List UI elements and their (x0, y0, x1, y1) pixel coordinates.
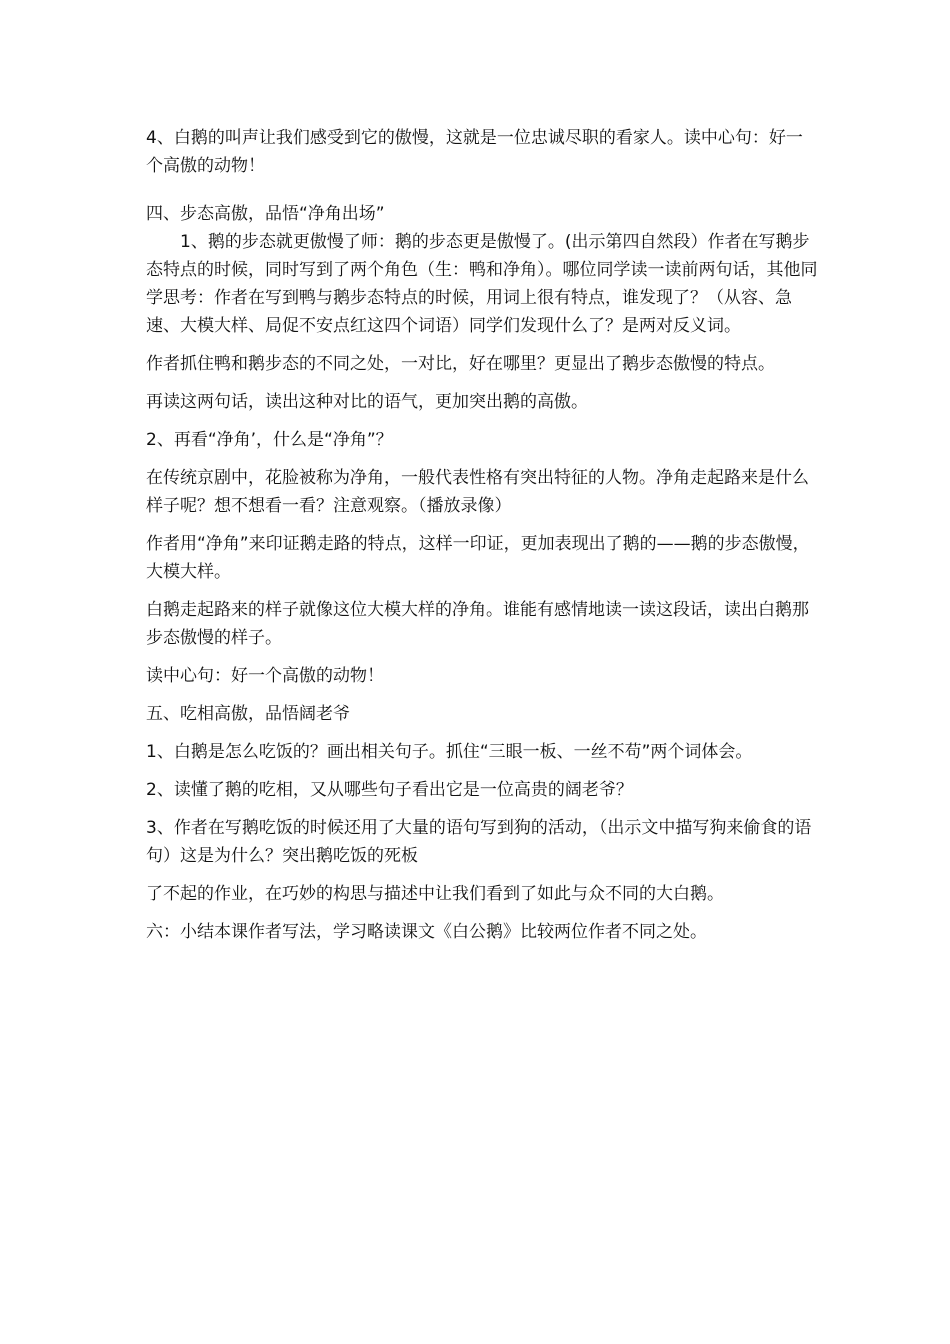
paragraph-jingjiao-question: 2、再看“净角’，什么是“净角”？ (146, 430, 393, 450)
paragraph-author-jingjiao: 作者用“净角”来印证鹅走路的特点，这样一印证，更加表现出了鹅的——鹅的步态傲慢，大模大样。 (146, 534, 810, 582)
section-heading-eating: 五、吃相高傲，品悟阔老爷 (146, 704, 350, 724)
paragraph-reread: 再读这两句话，读出这种对比的语气，更加突出鹅的高傲。 (146, 392, 588, 412)
paragraph-remarkable: 了不起的作业，在巧妙的构思与描述中让我们看到了如此与众不同的大白鹅。 (146, 884, 724, 904)
paragraph-goose-call: 4、白鹅的叫声让我们感受到它的傲慢，这就是一位忠诚尽职的看家人。读中心句：好一个高傲的动物！ (146, 128, 803, 176)
paragraph-eating-3: 3、作者在写鹅吃饭的时候还用了大量的语句写到狗的活动，（出示文中描写狗来偷食的语句）这是为什么？突出鹅吃饭的死板 (146, 818, 812, 866)
paragraph-eating-2: 2、读懂了鹅的吃相，又从哪些句子看出它是一位高贵的阔老爷？ (146, 780, 633, 800)
section-heading-gait: 四、步态高傲，品悟“净角出场” (146, 204, 385, 224)
paragraph-peking-opera: 在传统京剧中，花脸被称为净角，一般代表性格有突出特征的人物。净角走起路来是什么样子呢？想不想看一看？注意观察。（播放录像） (146, 468, 809, 516)
paragraph-contrast: 作者抓住鸭和鹅步态的不同之处，一对比，好在哪里？更显出了鹅步态傲慢的特点。 (146, 354, 775, 374)
paragraph-goose-walk: 白鹅走起路来的样子就像这位大模大样的净角。谁能有感情地读一读这段话，读出白鹅那步态傲慢的样子。 (146, 600, 809, 648)
section-heading-summary: 六：小结本课作者写法，学习略读课文《白公鹅》比较两位作者不同之处。 (146, 922, 707, 942)
paragraph-eating-1: 1、白鹅是怎么吃饭的？画出相关句子。抓住“三眼一板、一丝不苟”两个词体会。 (146, 742, 753, 762)
paragraph-gait-intro: 1、鹅的步态就更傲慢了师：鹅的步态更是傲慢了。(出示第四自然段）作者在写鹅步态特点的时候，同时写到了两个角色（生：鸭和净角）。哪位同学读一读前两句话，其他同学思考：作者在写到鸭与鹅步态特点的时候，用词上很有特点，谁发现了？（从容、急速、大模大样、局促不安点红这四个词语）同学们发现什么了？是两对反义词。 (146, 232, 818, 336)
paragraph-center-sentence: 读中心句：好一个高傲的动物！ (146, 666, 384, 686)
document-page (146, 124, 818, 956)
